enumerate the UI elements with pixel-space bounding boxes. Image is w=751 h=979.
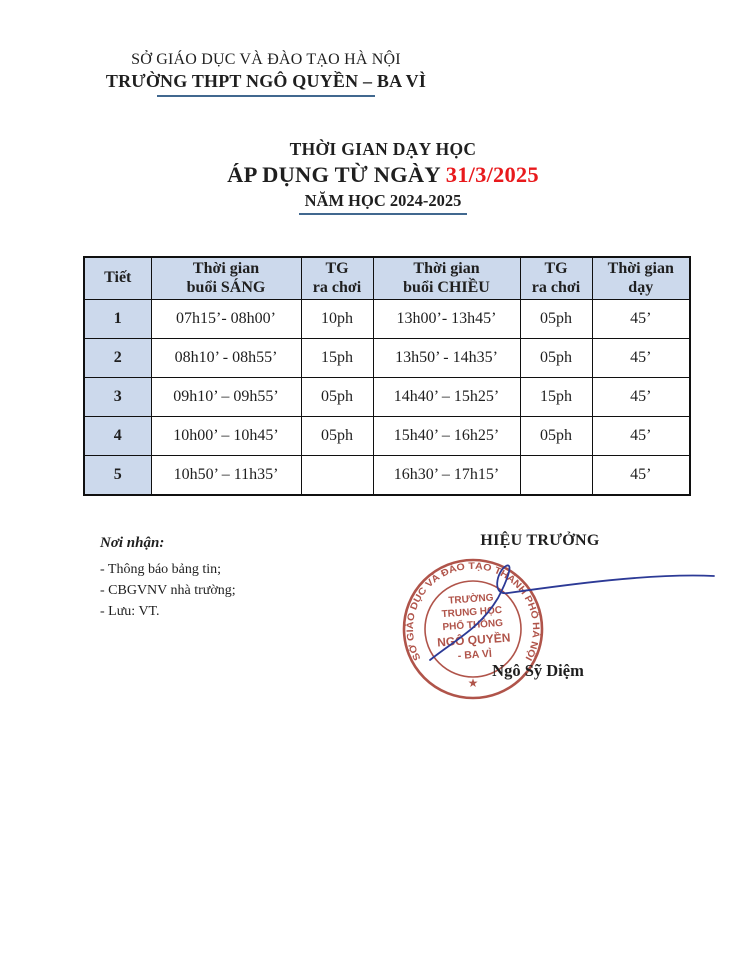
morning-time-cell: 07h15’- 08h00’ — [151, 300, 301, 339]
duration-cell: 45’ — [592, 417, 690, 456]
period-cell: 2 — [84, 339, 151, 378]
recipients-heading: Nơi nhận: — [100, 535, 165, 551]
duration-cell: 45’ — [592, 300, 690, 339]
morning-break-cell: 05ph — [301, 378, 373, 417]
table-row — [84, 378, 690, 417]
school-year-line — [15, 191, 751, 215]
recipient-item: - Thông báo bảng tin; — [100, 562, 222, 577]
table-row — [84, 339, 690, 378]
afternoon-break-cell: 05ph — [520, 339, 592, 378]
table-row — [84, 417, 690, 456]
afternoon-break-cell: 05ph — [520, 300, 592, 339]
period-cell: 3 — [84, 378, 151, 417]
afternoon-break-cell: 05ph — [520, 417, 592, 456]
morning-time-cell: 09h10’ – 09h55’ — [151, 378, 301, 417]
afternoon-time-cell: 15h40’ – 16h25’ — [373, 417, 520, 456]
duration-cell: 45’ — [592, 456, 690, 495]
signer-title: HIỆU TRƯỞNG — [480, 532, 600, 549]
period-cell: 4 — [84, 417, 151, 456]
afternoon-time-cell: 13h00’- 13h45’ — [373, 300, 520, 339]
stamp-ring-text: SỞ GIÁO DỤC VÀ ĐÀO TẠO THÀNH PHỐ HÀ NỘI — [404, 560, 542, 663]
morning-break-cell: 10ph — [301, 300, 373, 339]
stamp-center-line: TRUNG HỌC — [441, 604, 503, 621]
recipient-item: - CBGVNV nhà trường; — [100, 583, 236, 598]
stamp-center-line: TRƯỜNG — [448, 592, 494, 607]
afternoon-time-cell: 14h40’ – 15h25’ — [373, 378, 520, 417]
teaching-schedule-table — [83, 256, 691, 496]
table-row — [84, 456, 690, 495]
letterhead — [70, 51, 462, 97]
stamp-center-line: PHỔ THÔNG — [442, 617, 504, 634]
letterhead-divider — [157, 95, 375, 97]
recipients-block — [100, 535, 236, 622]
signer-name: Ngô Sỹ Diệm — [492, 661, 584, 680]
morning-time-cell: 08h10’ - 08h55’ — [151, 339, 301, 378]
afternoon-break-cell: 15ph — [520, 378, 592, 417]
effective-date-line — [15, 162, 751, 188]
letterhead-school: TRƯỜNG THPT NGÔ QUYỀN – BA VÌ — [105, 71, 427, 91]
school-year-text: NĂM HỌC 2024-2025 — [299, 191, 468, 215]
effective-date-prefix: ÁP DỤNG TỪ NGÀY — [227, 162, 446, 187]
recipient-item: - Lưu: VT. — [100, 604, 160, 619]
afternoon-time-cell: 16h30’ – 17h15’ — [373, 456, 520, 495]
stamp-center-line: NGÔ QUYỀN — [436, 630, 511, 650]
morning-break-cell: 05ph — [301, 417, 373, 456]
title-block — [15, 139, 751, 215]
effective-date-value: 31/3/2025 — [445, 162, 539, 187]
stamp-star-icon: ★ — [467, 676, 479, 690]
morning-break-cell: 15ph — [301, 339, 373, 378]
morning-time-cell: 10h00’ – 10h45’ — [151, 417, 301, 456]
document-title: THỜI GIAN DẠY HỌC — [289, 139, 477, 159]
duration-cell: 45’ — [592, 339, 690, 378]
col-header-duration: Thời gian dạy — [592, 257, 690, 300]
afternoon-break-cell — [520, 456, 592, 495]
col-header-morning-time: Thời gian buổi SÁNG — [151, 257, 301, 300]
letterhead-department: SỞ GIÁO DỤC VÀ ĐÀO TẠO HÀ NỘI — [131, 51, 401, 68]
stamp-center-line: - BA VÌ — [457, 647, 493, 663]
afternoon-time-cell: 13h50’ - 14h35’ — [373, 339, 520, 378]
period-cell: 1 — [84, 300, 151, 339]
table-row — [84, 300, 690, 339]
table-header-row — [84, 257, 690, 300]
col-header-period-label: Tiết — [104, 269, 132, 287]
period-cell: 5 — [84, 456, 151, 495]
col-header-afternoon-time: Thời gian buổi CHIỀU — [373, 257, 520, 300]
col-header-period — [84, 257, 151, 300]
recipients-list — [100, 559, 236, 622]
morning-break-cell — [301, 456, 373, 495]
col-header-afternoon-break: TG ra chơi — [520, 257, 592, 300]
duration-cell: 45’ — [592, 378, 690, 417]
col-header-morning-break: TG ra chơi — [301, 257, 373, 300]
morning-time-cell: 10h50’ – 11h35’ — [151, 456, 301, 495]
school-stamp — [398, 554, 548, 704]
